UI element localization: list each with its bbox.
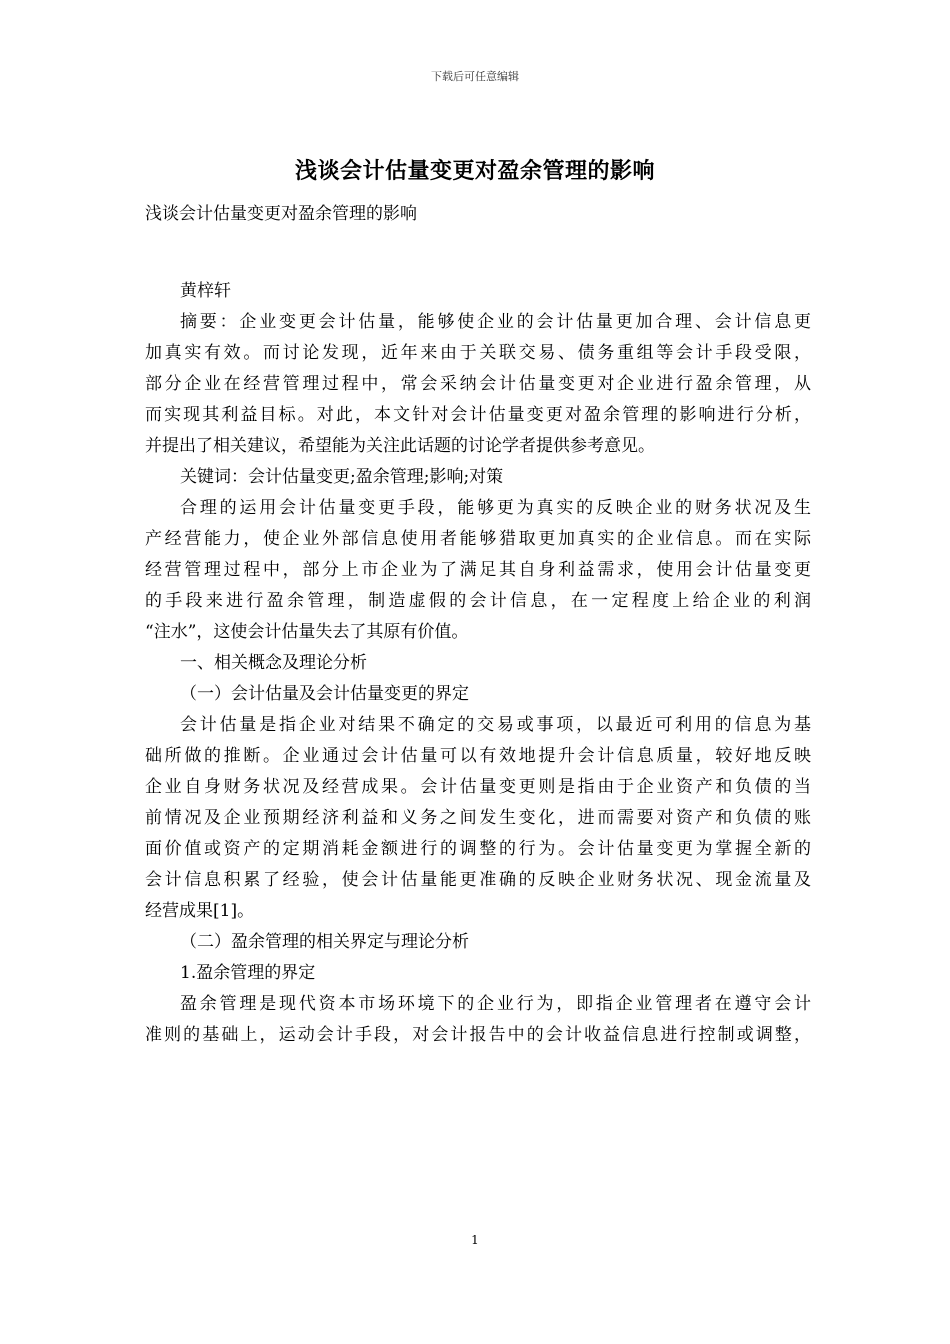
- abstract-line: 摘要：企业变更会计估量，能够使企业的会计估量更加合理、会计信息更: [180, 312, 811, 332]
- paragraph-line: 经营管理过程中，部分上市企业为了满足其自身利益需求，使用会计估量变更: [145, 560, 811, 580]
- paragraph-line: 的手段来进行盈余管理，制造虚假的会计信息，在一定程度上给企业的利润: [145, 591, 811, 611]
- abstract-line: 而实现其利益目标。对此，本文针对会计估量变更对盈余管理的影响进行分析，: [145, 405, 811, 425]
- paragraph-line: 前情况及企业预期经济利益和义务之间发生变化，进而需要对资产和负债的账: [145, 808, 811, 828]
- paragraph-line: 会计信息积累了经验，使会计估量能更准确的反映企业财务状况、现金流量及: [145, 870, 811, 890]
- paragraph-line: 面价值或资产的定期消耗金额进行的调整的行为。会计估量变更为掌握全新的: [145, 839, 811, 859]
- subtitle-line: 浅谈会计估量变更对盈余管理的影响: [145, 204, 417, 224]
- subsection-heading: （一）会计估量及会计估量变更的界定: [180, 684, 469, 704]
- document-body: [145, 199, 811, 1051]
- paragraph-line: 盈余管理是现代资本市场环境下的企业行为，即指企业管理者在遵守会计: [180, 994, 811, 1014]
- keywords-line: 关键词：会计估量变更;盈余管理;影响;对策: [180, 467, 504, 487]
- author-line: 黄梓轩: [180, 281, 231, 301]
- abstract-line: 并提出了相关建议，希望能为关注此话题的讨论学者提供参考意见。: [145, 436, 655, 456]
- paragraph-line: 准则的基础上，运动会计手段，对会计报告中的会计收益信息进行控制或调整，: [145, 1025, 811, 1045]
- paragraph-line: “注水”，这使会计估量失去了其原有价值。: [145, 622, 469, 642]
- paragraph-line: 企业自身财务状况及经营成果。会计估量变更则是指由于企业资产和负债的当: [145, 777, 811, 797]
- paragraph-line: 础所做的推断。企业通过会计估量可以有效地提升会计信息质量，较好地反映: [145, 746, 811, 766]
- blank-gap: [145, 230, 811, 276]
- paragraph-line: 合理的运用会计估量变更手段，能够更为真实的反映企业的财务状况及生: [180, 498, 811, 518]
- paragraph-line: 产经营能力，使企业外部信息使用者能够猎取更加真实的企业信息。而在实际: [145, 529, 811, 549]
- page-number: 1: [471, 1233, 479, 1247]
- abstract-line: 加真实有效。而讨论发现，近年来由于关联交易、债务重组等会计手段受限，: [145, 343, 811, 363]
- document-title: 浅谈会计估量变更对盈余管理的影响: [294, 158, 655, 184]
- subsubsection-heading: 1.盈余管理的界定: [180, 963, 316, 983]
- subsection-heading: （二）盈余管理的相关界定与理论分析: [180, 932, 469, 952]
- paragraph-line: 会计估量是指企业对结果不确定的交易或事项，以最近可利用的信息为基: [180, 715, 811, 735]
- section-heading: 一、相关概念及理论分析: [180, 653, 367, 673]
- abstract-line: 部分企业在经营管理过程中，常会采纳会计估量变更对企业进行盈余管理，从: [145, 374, 811, 394]
- page-header-note: 下载后可任意编辑: [431, 70, 519, 83]
- paragraph-line: 经营成果[1]。: [145, 901, 255, 921]
